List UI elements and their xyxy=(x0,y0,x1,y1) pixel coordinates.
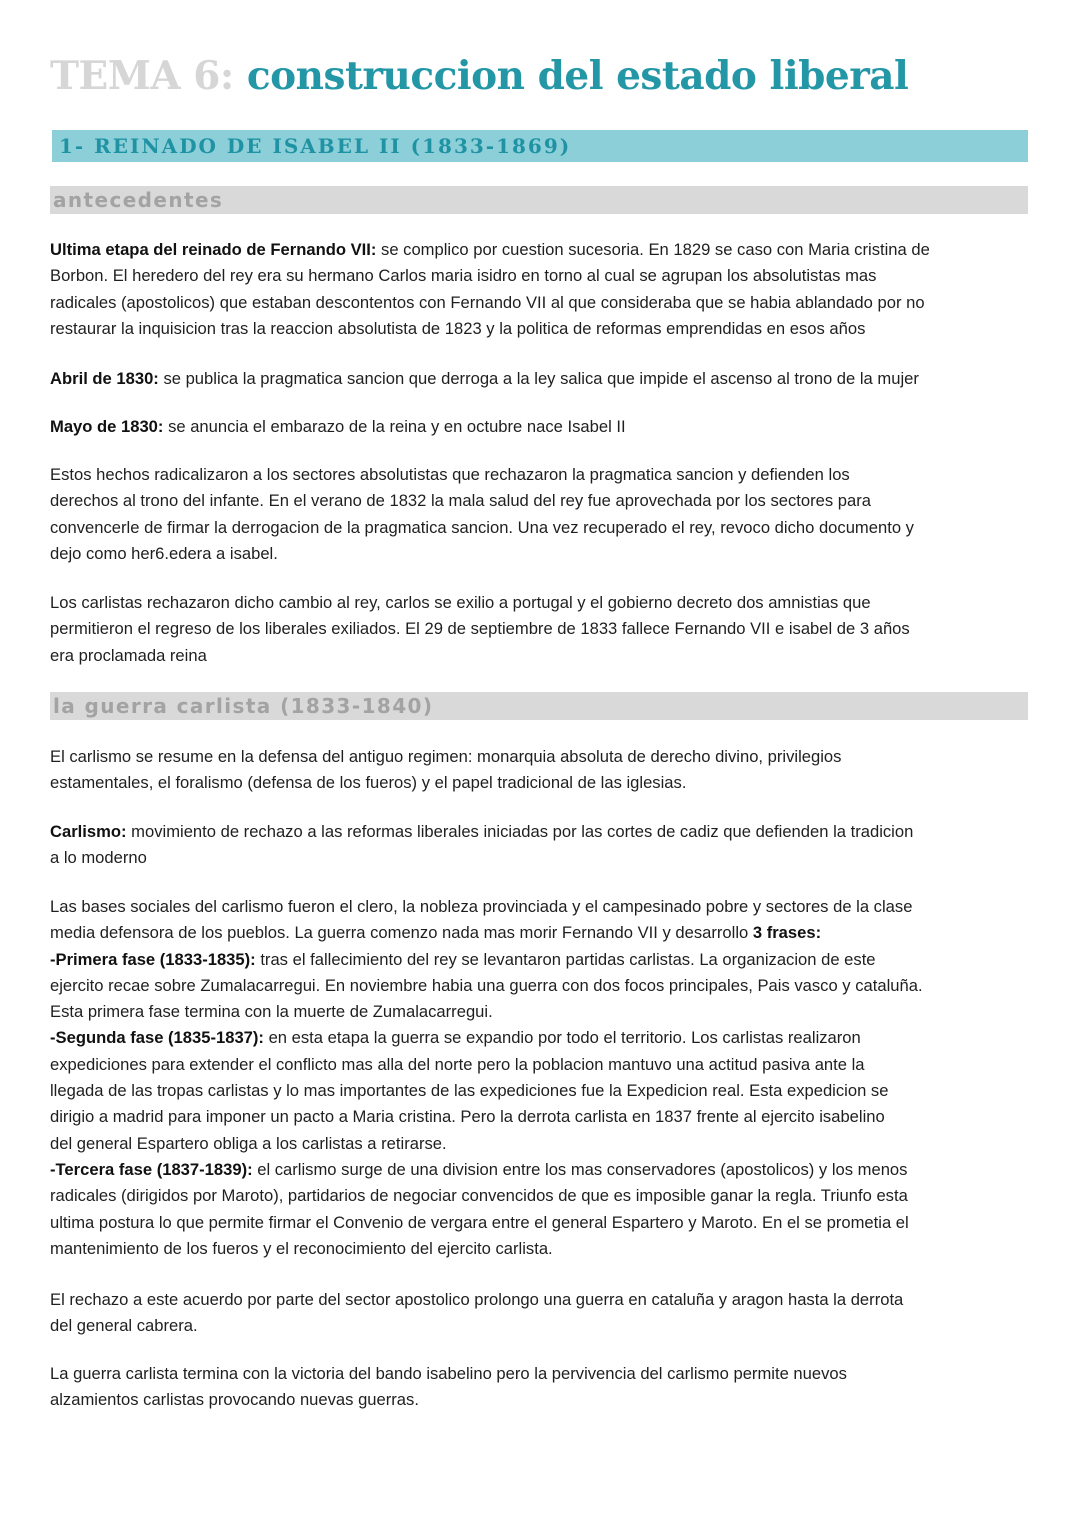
paragraph-line: radicales (apostolicos) que estaban descontentos con Fernando VII al que consideraba que se habia ablandado por no xyxy=(50,292,925,312)
paragraph-line: en esta etapa la guerra se expandio por todo el territorio. Los carlistas realizaron xyxy=(263,1028,861,1048)
label-carlismo: Carlismo: xyxy=(50,822,127,841)
paragraph-abril-1830 xyxy=(50,366,1040,392)
paragraph-line: Los carlistas rechazaron dicho cambio al rey, carlos se exilio a portugal y el gobierno decreto dos amnistias que xyxy=(50,593,871,612)
paragraph-line: ejercito recae sobre Zumalacarregui. En noviembre habia una guerra con dos focos principales, Pais vasco y cataluña. xyxy=(50,975,923,995)
paragraph-line: La guerra carlista termina con la victoria del bando isabelino pero la pervivencia del carlismo permite nuevos xyxy=(50,1364,847,1383)
paragraph-fin-guerra xyxy=(50,1361,1040,1414)
paragraph-line: Estos hechos radicalizaron a los sectores absolutistas que rechazaron la pragmatica sancion y defienden los xyxy=(50,465,850,484)
paragraph-line: radicales (dirigidos por Maroto), partidarios de negociar convencidos de que es imposible ganar la regla. Triunfo esta xyxy=(50,1186,908,1206)
paragraph-line: se anuncia el embarazo de la reina y en octubre nace Isabel II xyxy=(163,417,626,436)
paragraph-line: expediciones para extender el conflicto mas alla del norte pero la poblacion mantuvo una actitud pasiva ante la xyxy=(50,1054,865,1074)
paragraph-mayo-1830 xyxy=(50,414,1040,440)
paragraph-line: el carlismo surge de una division entre los mas conservadores (apostolicos) y los menos xyxy=(252,1159,908,1179)
page-title xyxy=(50,50,908,102)
paragraph-rechazo-acuerdo xyxy=(50,1287,1040,1340)
paragraph-line: se complico por cuestion sucesoria. En 1829 se caso con Maria cristina de xyxy=(376,240,930,259)
paragraph-line: se publica la pragmatica sancion que derroga a la ley salica que impide el ascenso al trono de la mujer xyxy=(158,369,919,388)
label-3-frases: 3 frases: xyxy=(752,923,822,943)
paragraph-line: El carlismo se resume en la defensa del antiguo regimen: monarquia absoluta de derecho divino, privilegios xyxy=(50,747,842,766)
subsection-heading-guerra-carlista: la guerra carlista (1833-1840) xyxy=(53,694,434,718)
paragraph-line: El rechazo a este acuerdo por parte del sector apostolico prolongo una guerra en cataluña y aragon hasta la derrota xyxy=(50,1290,904,1309)
paragraph-line: llegada de las tropas carlistas y lo mas importantes de las expediciones fue la Expedicion real. Esta expedicion se xyxy=(50,1081,889,1101)
paragraph-line: Borbon. El heredero del rey era su hermano Carlos maria isidro en torno al cual se agrupan los absolutistas mas xyxy=(50,266,877,286)
paragraph-line: era proclamada reina xyxy=(50,645,207,665)
paragraph-carlismo-definicion xyxy=(50,819,1040,872)
paragraph-carlismo-resumen xyxy=(50,744,1040,797)
paragraph-line: media defensora de los pueblos. La guerra comenzo nada mas morir Fernando VII y desarrollo xyxy=(50,923,753,943)
subsection-heading-antecedentes: antecedentes xyxy=(53,188,224,212)
paragraph-line: permitieron el regreso de los liberales exiliados. El 29 de septiembre de 1833 fallece Fernando VII e isabel de 3 años xyxy=(50,619,910,639)
label-segunda-fase: -Segunda fase (1835-1837): xyxy=(50,1028,264,1048)
paragraph-line: alzamientos carlistas provocando nuevas guerras. xyxy=(50,1390,419,1410)
paragraph-line: ultima postura lo que permite firmar el Convenio de vergara entre el general Espartero y Maroto. En el se prometia el xyxy=(50,1212,909,1232)
paragraph-line: convencerle de firmar la derrogacion de la pragmatica sancion. Una vez recuperado el rey, revoco dicho documento y xyxy=(50,517,914,537)
label-primera-fase: -Primera fase (1833-1835): xyxy=(50,949,256,969)
label-mayo-1830: Mayo de 1830: xyxy=(50,417,164,436)
label-abril-1830: Abril de 1830: xyxy=(50,369,159,388)
paragraph-fases-guerra xyxy=(50,894,1040,1262)
paragraph-line: mantenimiento de los fueros y el reconocimiento del ejercito carlista. xyxy=(50,1238,553,1258)
paragraph-line: del general cabrera. xyxy=(50,1316,198,1336)
paragraph-line: Las bases sociales del carlismo fueron el clero, la nobleza provinciada y el campesinado pobre y sectores de la clase xyxy=(50,897,913,916)
paragraph-line: tras el fallecimiento del rey se levantaron partidas carlistas. La organizacion de este xyxy=(255,949,876,969)
paragraph-carlistas-rechazo xyxy=(50,590,1040,669)
section-header-bar xyxy=(52,130,1028,162)
section-heading: 1- REINADO DE ISABEL II (1833-1869) xyxy=(59,134,572,158)
paragraph-line: restaurar la inquisicion tras la reaccion absolutista de 1823 y la politica de reformas emprendidas en esos años xyxy=(50,318,866,338)
paragraph-line: movimiento de rechazo a las reformas liberales iniciadas por las cortes de cadiz que defienden la tradicion xyxy=(126,822,914,841)
title-main: construccion del estado liberal xyxy=(246,53,909,99)
paragraph-radicalizacion xyxy=(50,462,1040,567)
paragraph-line: dirigio a madrid para imponer un pacto a Maria cristina. Pero la derrota carlista en 1837 frente al ejercito isabelino xyxy=(50,1107,885,1127)
paragraph-line: a lo moderno xyxy=(50,848,147,868)
label-ultima-etapa: Ultima etapa del reinado de Fernando VII: xyxy=(50,240,377,259)
paragraph-line: Esta primera fase termina con la muerte de Zumalacarregui. xyxy=(50,1002,493,1022)
paragraph-line: estamentales, el foralismo (defensa de los fueros) y el papel tradicional de las iglesias. xyxy=(50,773,687,793)
paragraph-line: derechos al trono del infante. En el verano de 1832 la mala salud del rey fue aprovechada por los sectores para xyxy=(50,491,871,511)
label-tercera-fase: -Tercera fase (1837-1839): xyxy=(50,1159,253,1179)
paragraph-line: dejo como her6.edera a isabel. xyxy=(50,543,278,563)
title-prefix: TEMA 6: xyxy=(50,53,234,99)
subsection-bar-guerra-carlista xyxy=(50,692,1028,720)
paragraph-line: del general Espartero obliga a los carlistas a retirarse. xyxy=(50,1133,447,1153)
subsection-bar-antecedentes xyxy=(50,186,1028,214)
paragraph-fernando-vii xyxy=(50,237,1040,342)
